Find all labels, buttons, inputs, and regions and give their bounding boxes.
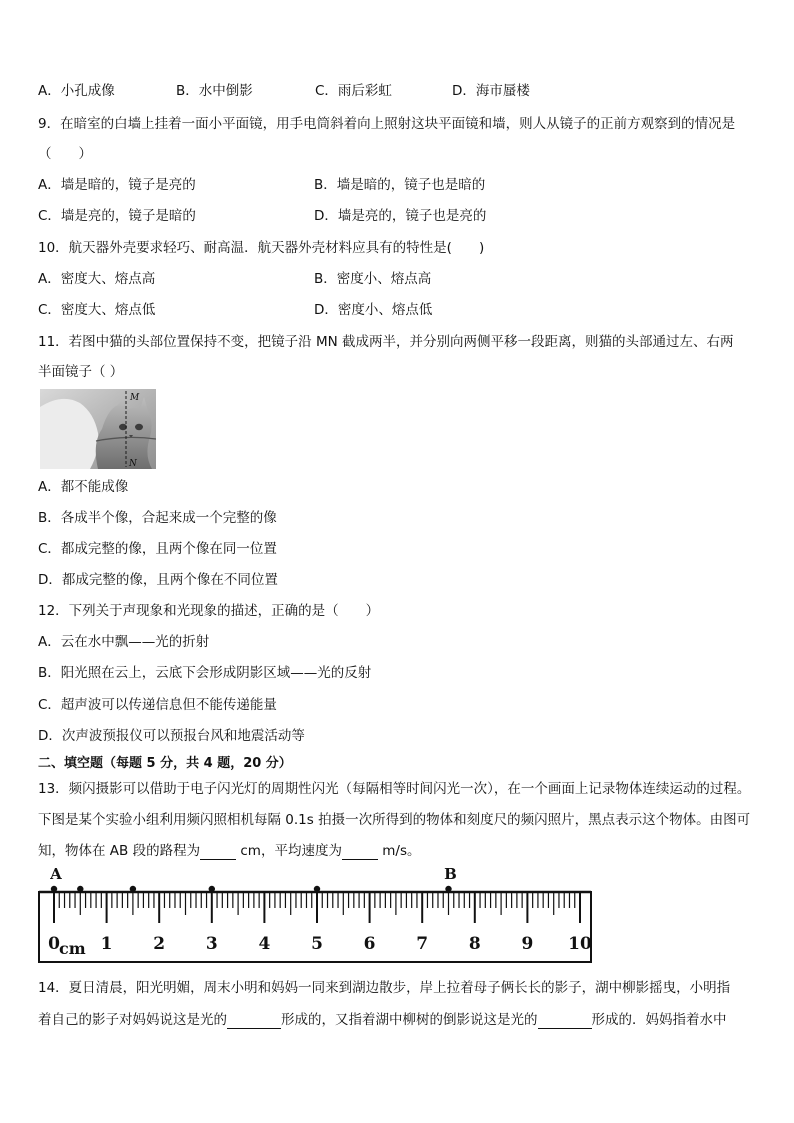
ruler-number: 10 [568, 934, 592, 954]
q11-option-c: C．都成完整的像，且两个像在同一位置 [38, 541, 277, 557]
q11-stem-line1: 11．若图中猫的头部位置保持不变，把镜子沿 MN 截成两半，并分别向两侧平移一段距离，则猫的头部通过左、右两 [38, 334, 734, 350]
q13-line1: 13．频闪摄影可以借助于电子闪光灯的周期性闪光（每隔相等时间闪光一次），在一个画面上记录物体连续运动的过程。 [38, 781, 751, 797]
ruler-unit: cm [59, 939, 86, 958]
q11-option-b: B．各成半个像，合起来成一个完整的像 [38, 510, 277, 526]
q13-line3-part-c: m/s。 [377, 843, 421, 859]
ruler-number: 4 [258, 934, 271, 954]
ruler-number: 7 [416, 934, 429, 954]
motion-dot [130, 886, 136, 892]
point-label-b: B [444, 865, 457, 883]
q12-option-b: B．阳光照在云上，云底下会形成阴影区域——光的反射 [38, 665, 372, 681]
q13-blank-speed[interactable] [342, 845, 378, 860]
motion-dot [445, 886, 451, 892]
q10-options-row2 [38, 301, 758, 319]
q9-option-b: B．墙是暗的，镜子也是暗的 [314, 177, 486, 193]
label-n: N [129, 459, 137, 469]
q8-option-d: D．海市蜃楼 [452, 83, 530, 99]
point-label-a: A [50, 865, 62, 883]
ruler-figure [34, 862, 600, 964]
motion-dot [77, 886, 83, 892]
q13-line2: 下图是某个实验小组利用频闪照相机每隔 0.1s 拍摄一次所得到的物体和刻度尺的频闪照片，黑点表示这个物体。由图可 [38, 812, 751, 828]
q9-options-row1 [38, 176, 758, 194]
q14-blank-1[interactable] [227, 1014, 281, 1029]
q12-option-a: A．云在水中飘——光的折射 [38, 634, 210, 650]
q9-option-d: D．墙是亮的，镜子也是亮的 [314, 208, 487, 224]
q10-stem: 10．航天器外壳要求轻巧、耐高温．航天器外壳材料应具有的特性是( ) [38, 240, 485, 256]
q10-option-b: B．密度小、熔点高 [314, 271, 432, 287]
q10-option-a: A．密度大、熔点高 [38, 271, 156, 287]
motion-dot [209, 886, 215, 892]
ruler-number: 9 [521, 934, 534, 954]
q11-stem-line2: 半面镜子（ ） [38, 364, 124, 380]
motion-dot [51, 886, 57, 892]
q12-option-d: D．次声波预报仪可以预报台风和地震活动等 [38, 728, 305, 744]
q13-line3-part-b: cm，平均速度为 [236, 843, 342, 859]
ruler-number: 0 [48, 934, 60, 954]
q8-option-b: B．水中倒影 [176, 83, 253, 99]
ruler-number: 5 [311, 934, 323, 954]
q12-stem: 12．下列关于声现象和光现象的描述，正确的是（ ） [38, 603, 380, 619]
section-title-fill-in: 二、填空题（每题 5 分，共 4 题，20 分） [38, 756, 292, 771]
q8-option-a: A．小孔成像 [38, 83, 115, 99]
q13-line3-part-a: 知，物体在 AB 段的路程为 [38, 843, 201, 859]
q13-line3 [38, 842, 421, 860]
q9-options-row2 [38, 207, 758, 225]
ruler-number: 1 [100, 934, 113, 954]
q10-option-c: C．密度大、熔点低 [38, 302, 156, 318]
q13-blank-distance[interactable] [200, 845, 236, 860]
q14-line1: 14．夏日清晨，阳光明媚，周末小明和妈妈一同来到湖边散步，岸上拉着母子俩长长的影子，湖中柳影摇曳，小明指 [38, 980, 731, 996]
q12-option-c: C．超声波可以传递信息但不能传递能量 [38, 697, 277, 713]
q11-option-a: A．都不能成像 [38, 479, 129, 495]
ruler-number: 3 [205, 934, 218, 954]
q10-options-row1 [38, 270, 758, 288]
ruler-number: 8 [468, 934, 481, 954]
ruler-number: 6 [363, 934, 376, 954]
q11-option-d: D．都成完整的像，且两个像在不同位置 [38, 572, 278, 588]
q9-paren: （ ） [38, 146, 92, 162]
motion-dot [314, 886, 320, 892]
q14-blank-2[interactable] [538, 1014, 592, 1029]
q14-line2-part-c: 形成的．妈妈指着水中 [591, 1012, 727, 1028]
q9-option-a: A．墙是暗的，镜子是亮的 [38, 177, 196, 193]
q14-line2-part-a: 着自己的影子对妈妈说这是光的 [38, 1012, 227, 1028]
q14-line2 [38, 1011, 727, 1029]
label-m: M [130, 393, 140, 403]
q9-option-c: C．墙是亮的，镜子是暗的 [38, 208, 196, 224]
q9-stem: 9．在暗室的白墙上挂着一面小平面镜，用手电筒斜着向上照射这块平面镜和墙，则人从镜子的正前方观察到的情况是 [38, 116, 736, 132]
cat-mirror-photo [40, 389, 156, 469]
ruler-number: 2 [153, 934, 166, 954]
q14-line2-part-b: 形成的，又指着湖中柳树的倒影说这是光的 [281, 1012, 538, 1028]
q10-option-d: D．密度小、熔点低 [314, 302, 433, 318]
q8-options [38, 82, 758, 100]
q8-option-c: C．雨后彩虹 [315, 83, 392, 99]
